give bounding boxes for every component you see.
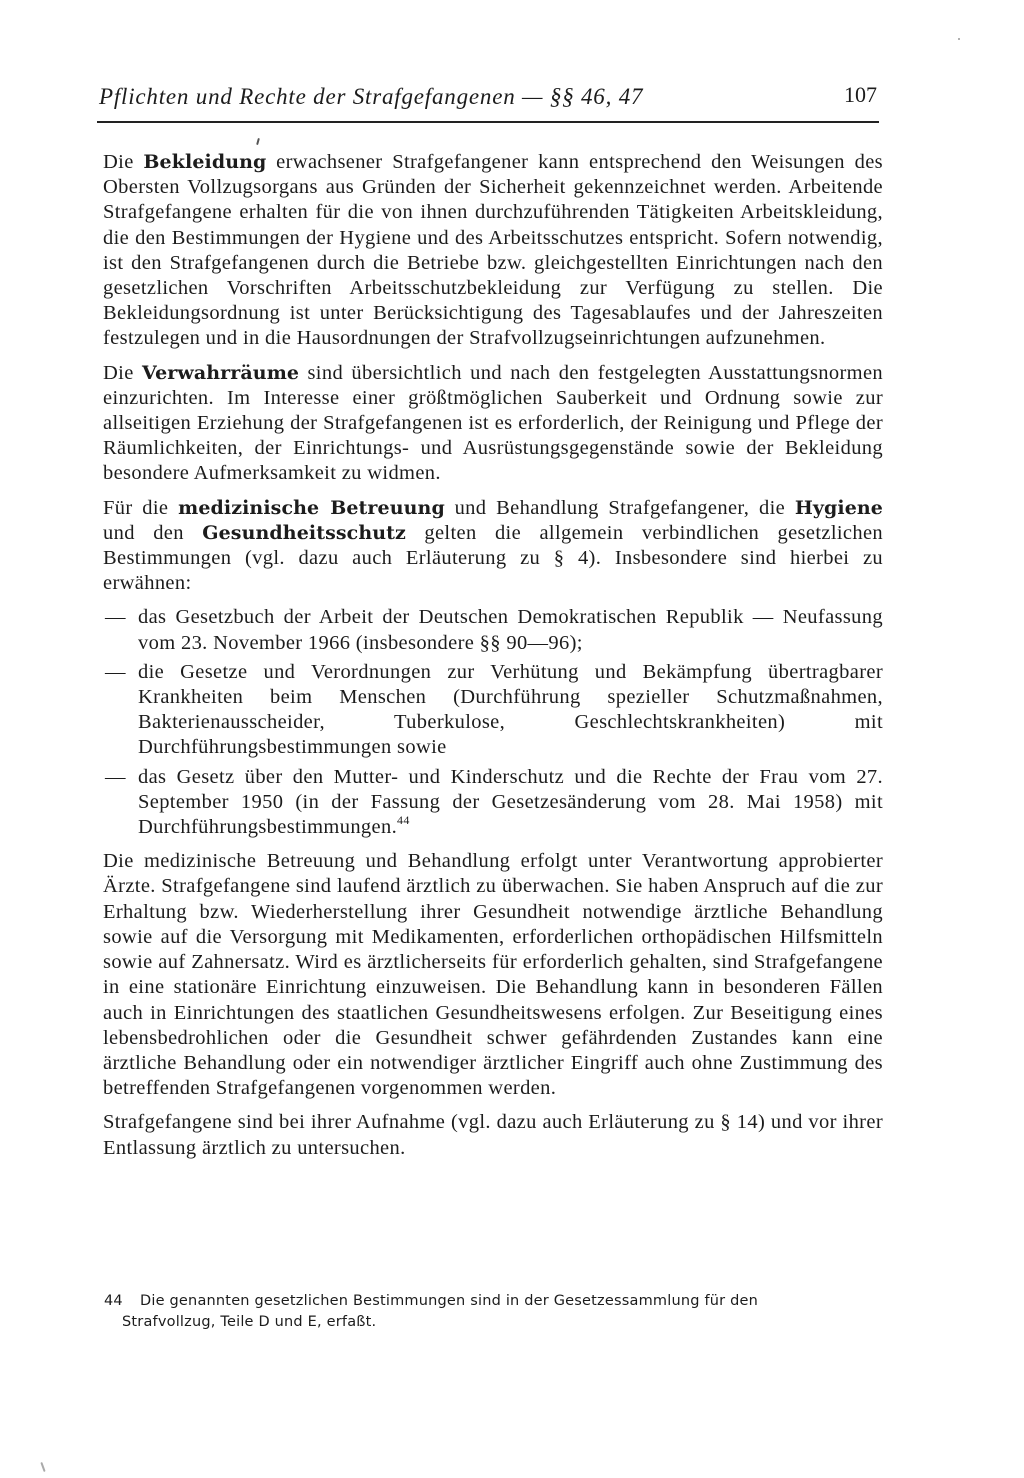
paragraph-aerztliche-behandlung: Die medizinische Betreuung und Behandlung erfolgt unter Verantwortung approbierter Ärzte. Strafgefangene sind laufend ärztlich zu überwachen. Sie haben Anspruch auf die zur Erhaltung bzw. Wiederherstellung ihrer Gesundheit notwendige ärztliche Behandlung sowie auf die Versorgung mit Medikamenten, erforderlichen orthopädischen Hilfsmitteln sowie auf Zahnersatz. Wird es ärztlicherseits für erforderlich gehalten, sind Strafgefangene in eine stationäre Einrichtung einzuweisen. Die Behandlung kann in besonderen Fällen auch in Einrichtungen des staatlichen Gesundheitswesens erfolgen. Zur Beseitigung eines lebensbedrohlichen oder die Gesundheit schwer gefährdenden Zustandes kann eine ärztliche Behandlung oder ein notwendiger ärztlicher Eingriff auch ohne Zustimmung des betreffenden Strafgefangenen vorgenommen werden. [103,850,883,1100]
footnote [104,1291,894,1333]
paragraph-text: Für die [103,496,179,519]
footnote-line [104,1291,894,1312]
paragraph-verwahrraeume [103,361,883,487]
list-item-text: das Gesetz über den Mutter- und Kinderschutz und die Rechte der Frau vom 27. September 1950 (in der Fassung der Gesetzesänderung vom 28. Mai 1958) mit Durchführungsbestimmungen. [138,765,883,839]
paragraph-medizinische-betreuung [103,496,883,597]
paragraph-text: sind übersichtlich und nach den festgelegten Ausstattungsnormen einzurichten. Im Interesse einer größtmöglichen Sauberkeit und Ordnung sowie zur allseitigen Erziehung der Strafgefangenen ist es erforderlich, der Reinigung und Pflege der Räumlichkeiten, der Einrichtungs- und Ausrüstungsgegenstände sowie der Bekleidung besondere Aufmerksamkeit zu widmen. [103,361,884,485]
body-text [103,150,883,1170]
list-item [103,660,883,761]
paragraph-text: gelten die allgemein verbindlichen gesetzlichen Bestimmungen (vgl. dazu auch Erläuterung zu § 4). Insbesondere sind hierbei zu erwähnen: [103,521,884,595]
paragraph-text: erwachsener Strafgefangener kann entsprechend den Weisungen des Obersten Vollzugsorgans aus Gründen der Sicherheit gekennzeichnet werden. Arbeitende Strafgefangene erhalten für die von ihnen durchzuführenden Tätigkeiten Arbeitskleidung, die den Bestimmungen der Hygiene und des Arbeitsschutzes entspricht. Sofern notwendig, ist den Strafgefangenen durch die Betriebe bzw. gleichgestellten Einrichtungen nach den gesetzlichen Vorschriften Arbeitsschutzbekleidung zur Verfügung zu stellen. Die Bekleidungsordnung ist unter Berücksichtigung des Tagesablaufes und der Jahreszeiten festzulegen und in die Hausordnungen der Strafvollzugseinrichtungen aufzunehmen. [103,151,883,350]
list-item [103,765,883,841]
list-dash: — [105,765,126,788]
list-dash: — [105,606,126,629]
print-speck [958,38,960,40]
footnote-line: Strafvollzug, Teile D und E, erfaßt. [122,1314,377,1330]
list-item-text: die Gesetze und Verordnungen zur Verhütung und Bekämpfung übertragbarer Krankheiten beim Menschen (Durchführung spezieller Schutzmaßnahmen, Bakterienausscheider, Tuberkulose, Geschlechtskrankheiten) mit Durchführungsbestimmungen sowie [138,660,883,759]
running-header-title: Pflichten und Rechte der Strafgefangenen — §§ 46, 47 [99,84,644,109]
running-header [97,82,879,122]
paragraph-text: Die [103,361,142,384]
print-speck [40,1462,45,1472]
bold-term-gesundheitsschutz: Gesundheitsschutz [202,521,406,544]
bold-term-medizinische-betreuung: medizinische Betreuung [178,496,445,519]
footnote-number: 44 [104,1293,123,1309]
paragraph-text: Die [103,151,144,173]
paragraph-aufnahme-entlassung: Strafgefangene sind bei ihrer Aufnahme (vgl. dazu auch Erläuterung zu § 14) und vor ihrer Entlassung ärztlich zu untersuchen. [103,1111,883,1159]
paragraph-text: und den [103,521,203,544]
list-item [103,605,883,655]
bold-term-hygiene: Hygiene [794,496,883,519]
list-item-text: das Gesetzbuch der Arbeit der Deutschen Demokratischen Republik — Neufassung vom 23. November 1966 (insbesondere §§ 90—96); [138,606,883,654]
law-list [103,605,883,840]
bold-term-bekleidung: Bekleidung [143,151,267,173]
header-rule [97,121,879,123]
list-dash: — [105,660,126,683]
paragraph-bekleidung [103,150,883,352]
footnote-text: Die genannten gesetzlichen Bestimmungen sind in der Gesetzessammlung für den [140,1293,759,1309]
page-number: 107 [844,82,877,107]
footnote-reference: 44 [397,813,410,828]
print-speck [256,138,260,145]
bold-term-verwahrraeume: Verwahrräume [142,361,300,384]
paragraph-text: und Behandlung Strafgefangener, die [444,496,795,519]
